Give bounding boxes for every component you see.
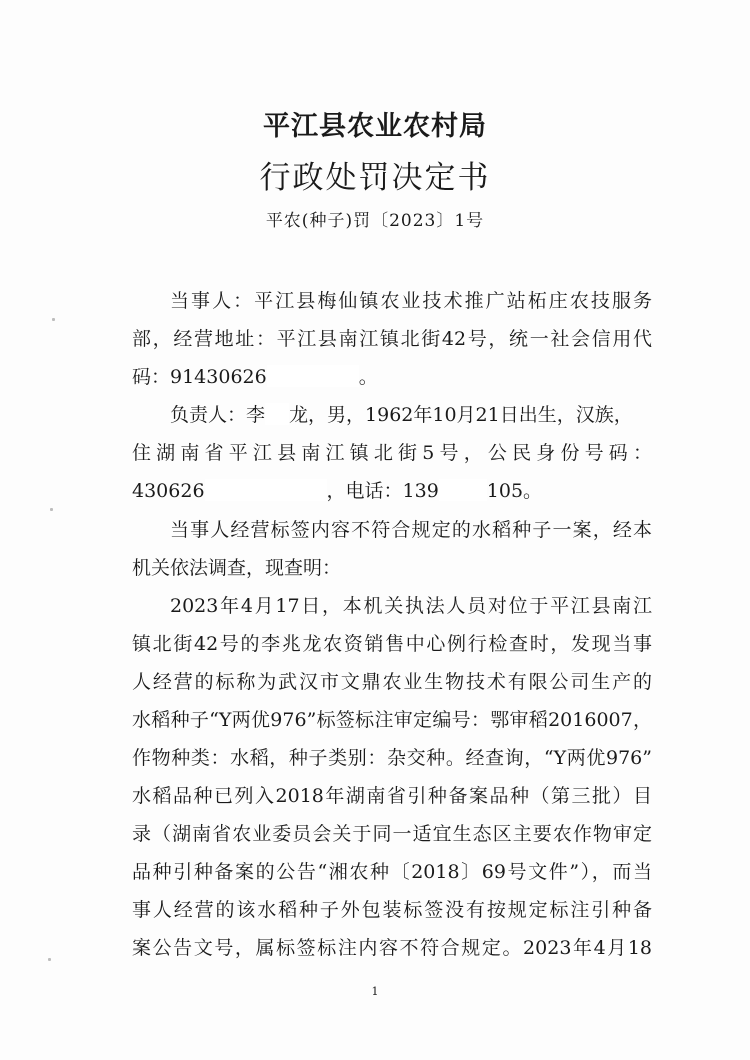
finding-line: 案公告文号，属标签标注内容不符合规定。2023年4月18 [132,937,652,959]
redacted-name [265,403,289,425]
finding-line: 水稻种子“Y两优976”标签标注审定编号：鄂审稻2016007， [132,709,652,731]
phone-label: ，电话：139 [326,480,439,502]
party-line-2: 部，经营地址：平江县南江镇北街42号，统一社会信用代 [132,328,652,350]
finding-line: 品种引种备案的公告“湘农种〔2018〕69号文件”），而当 [132,861,652,883]
responsible-name-start: 负责人：李 [170,404,266,426]
finding-line: 录（湖南省农业委员会关于同一适宜生态区主要农作物审定 [132,823,652,845]
party-line-1: 当事人：平江县梅仙镇农业技术推广站柘庄农技服务 [170,290,652,312]
document-number: 平农(种子)罚〔2023〕1号 [265,211,485,231]
scan-mark [52,318,55,321]
scan-mark [48,958,51,961]
id-number-prefix: 430626 [132,480,205,502]
finding-line: 人经营的标称为武汉市文鼎农业生物技术有限公司生产的 [132,671,652,693]
redacted-phone [439,479,487,501]
finding-line: 作物种类：水稻，种子类别：杂交种。经查询，“Y两优976” [132,747,652,769]
agency-name: 平江县农业农村局 [263,111,487,142]
finding-line: 2023年4月17日，本机关执法人员对位于平江县南江 [170,595,652,617]
finding-line: 水稻品种已列入2018年湖南省引种备案品种（第三批）目 [132,785,652,807]
responsible-line-3 [132,478,542,504]
responsible-line-1 [170,402,633,428]
credit-code-prefix: 码：91430626 [132,366,267,388]
page-number: 1 [371,985,379,998]
finding-line: 事人经营的该水稻种子外包装标签没有按规定标注引种备 [132,899,652,921]
responsible-line-2: 住湖南省平江县南江镇北街5号，公民身份号码： [132,442,652,464]
scan-mark [50,508,53,511]
case-line-1: 当事人经营标签内容不符合规定的水稻种子一案，经本 [170,519,652,541]
case-line-2: 机关依法调查，现查明： [132,557,342,579]
redacted-credit-code [267,365,359,387]
redacted-id-number [205,479,327,501]
party-line-3 [132,364,378,390]
responsible-details: 龙，男，1962年10月21日出生，汉族， [289,404,633,426]
phone-suffix: 105。 [486,480,543,502]
party-line-3-end: 。 [358,366,378,388]
document-title: 行政处罚决定书 [259,160,491,196]
finding-line: 镇北街42号的李兆龙农资销售中心例行检查时，发现当事 [132,633,652,655]
